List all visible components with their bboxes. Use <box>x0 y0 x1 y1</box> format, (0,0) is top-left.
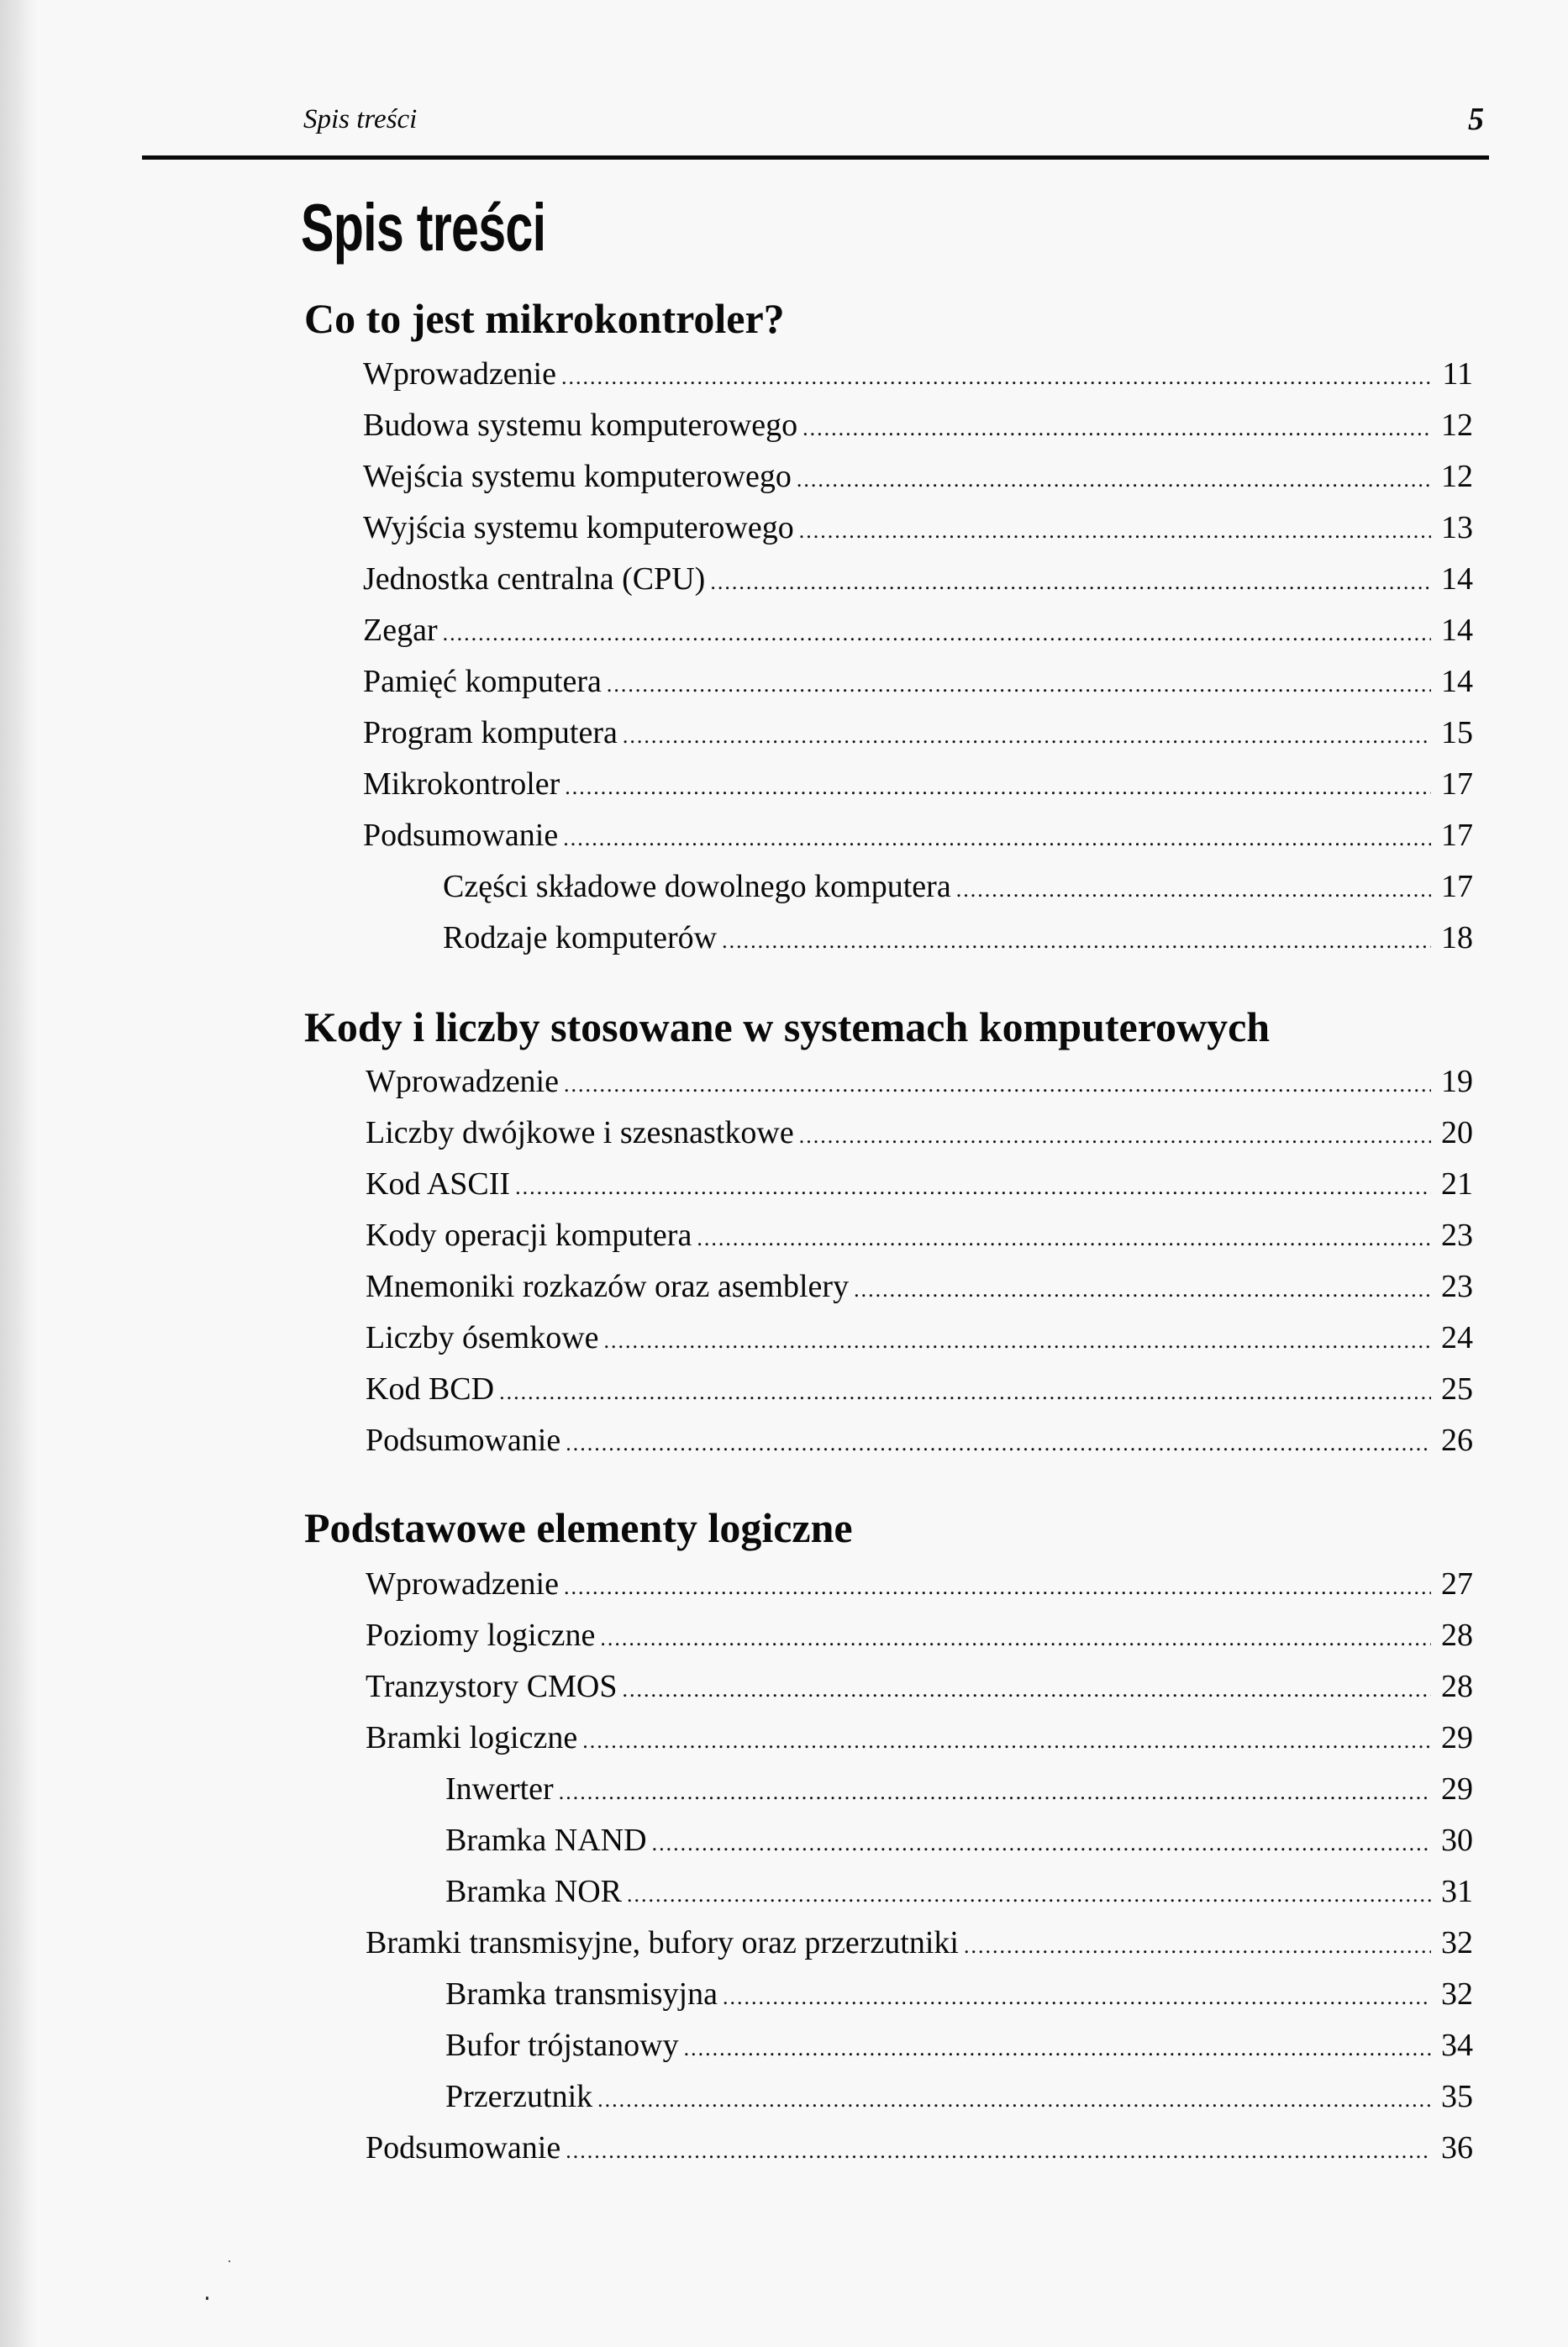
toc-subentry[interactable] <box>443 868 1473 908</box>
dot-leader <box>564 1569 1431 1606</box>
toc-entry[interactable] <box>366 1566 1473 1606</box>
toc-entry[interactable] <box>366 1319 1473 1360</box>
entry-label: Wprowadzenie <box>366 1064 559 1099</box>
dot-leader <box>597 2081 1431 2118</box>
dot-leader <box>652 1825 1431 1862</box>
entry-label: Mikrokontroler <box>363 766 560 802</box>
entry-label: Bufor trójstanowy <box>445 2028 679 2063</box>
entry-label: Pamięć komputera <box>363 664 602 699</box>
entry-label: Zegar <box>363 613 438 648</box>
dot-leader <box>443 615 1431 652</box>
toc-entry[interactable] <box>366 1422 1473 1462</box>
dot-leader <box>564 1066 1431 1103</box>
entry-page: 32 <box>1441 1976 1473 2012</box>
entry-page: 14 <box>1441 664 1473 699</box>
entry-label: Bramka transmisyjna <box>445 1976 718 2012</box>
entry-page: 11 <box>1442 356 1473 392</box>
toc-entry[interactable] <box>363 407 1473 447</box>
toc-entry[interactable] <box>366 1371 1473 1411</box>
toc-entry[interactable] <box>366 1924 1473 1965</box>
entry-page: 15 <box>1441 715 1473 750</box>
entry-page: 23 <box>1441 1269 1473 1304</box>
dot-leader <box>797 461 1431 498</box>
entry-label: Wprowadzenie <box>366 1566 559 1602</box>
toc-entry[interactable] <box>363 663 1473 703</box>
entry-label: Kod BCD <box>366 1371 495 1407</box>
running-head-title: Spis treści <box>303 104 418 134</box>
entry-page: 13 <box>1441 510 1473 545</box>
section-heading: Podstawowe elementy logiczne <box>304 1504 853 1551</box>
entry-label: Budowa systemu komputerowego <box>363 408 798 443</box>
entry-label: Bramki transmisyjne, bufory oraz przerzutniki <box>366 1925 959 1960</box>
entry-label: Bramki logiczne <box>366 1720 578 1755</box>
entry-page: 30 <box>1441 1823 1473 1858</box>
toc-subentry[interactable] <box>445 1873 1473 1913</box>
toc-subentry[interactable] <box>445 1976 1473 2016</box>
toc-subentry[interactable] <box>445 2027 1473 2067</box>
entry-page: 36 <box>1441 2130 1473 2165</box>
entry-page: 20 <box>1441 1115 1473 1150</box>
entry-page: 12 <box>1441 459 1473 494</box>
dot-leader <box>627 1876 1431 1913</box>
toc-entry[interactable] <box>363 714 1473 755</box>
entry-page: 34 <box>1441 2028 1473 2063</box>
entry-label: Liczby dwójkowe i szesnastkowe <box>366 1115 794 1150</box>
entry-label: Bramka NOR <box>445 1874 623 1909</box>
entry-page: 12 <box>1441 408 1473 443</box>
section-heading: Co to jest mikrokontroler? <box>304 295 785 342</box>
dot-leader <box>559 1774 1431 1811</box>
toc-entry[interactable] <box>366 1268 1473 1308</box>
toc-entry[interactable] <box>363 817 1473 857</box>
dot-leader <box>854 1271 1431 1308</box>
dot-leader <box>710 564 1431 601</box>
toc-entry[interactable] <box>363 355 1473 396</box>
entry-label: Podsumowanie <box>366 2130 561 2165</box>
scan-speck <box>229 2260 230 2262</box>
entry-page: 25 <box>1441 1371 1473 1407</box>
dot-leader <box>956 871 1431 908</box>
dot-leader <box>802 410 1431 447</box>
toc-entry[interactable] <box>363 766 1473 806</box>
dot-leader <box>563 820 1431 857</box>
entry-label: Kod ASCII <box>366 1166 511 1202</box>
section-heading: Kody i liczby stosowane w systemach komputerowych <box>304 1003 1271 1050</box>
entry-page: 32 <box>1441 1925 1473 1960</box>
dot-leader <box>604 1323 1431 1360</box>
entry-page: 28 <box>1441 1669 1473 1704</box>
header-rule <box>142 155 1489 160</box>
entry-page: 23 <box>1441 1218 1473 1253</box>
dot-leader <box>607 666 1431 703</box>
entry-label: Mnemoniki rozkazów oraz asemblery <box>366 1269 850 1304</box>
entry-label: Rodzaje komputerów <box>443 920 718 955</box>
entry-label: Części składowe dowolnego komputera <box>443 869 951 904</box>
toc-entry[interactable] <box>366 2129 1473 2170</box>
entry-page: 35 <box>1441 2079 1473 2114</box>
scan-speck <box>206 2297 208 2300</box>
entry-page: 31 <box>1441 1874 1473 1909</box>
toc-entry[interactable] <box>366 1617 1473 1657</box>
toc-entry[interactable] <box>363 458 1473 498</box>
entry-page: 17 <box>1441 766 1473 802</box>
entry-label: Jednostka centralna (CPU) <box>363 561 706 597</box>
dot-leader <box>684 2030 1431 2067</box>
dot-leader <box>499 1374 1431 1411</box>
page-number: 5 <box>1468 102 1484 137</box>
entry-page: 17 <box>1441 818 1473 853</box>
dot-leader <box>799 1118 1431 1155</box>
toc-entry[interactable] <box>363 560 1473 601</box>
dot-leader <box>723 1979 1431 2016</box>
dot-leader <box>566 1425 1431 1462</box>
entry-page: 14 <box>1441 613 1473 648</box>
scan-edge-shadow <box>0 0 39 2347</box>
entry-label: Bramka NAND <box>445 1823 647 1858</box>
entry-label: Wejścia systemu komputerowego <box>363 459 792 494</box>
entry-label: Wyjścia systemu komputerowego <box>363 510 794 545</box>
entry-label: Inwerter <box>445 1771 554 1807</box>
entry-page: 24 <box>1441 1320 1473 1355</box>
entry-page: 17 <box>1441 869 1473 904</box>
entry-page: 14 <box>1441 561 1473 597</box>
dot-leader <box>566 2133 1431 2170</box>
entry-page: 26 <box>1441 1423 1473 1458</box>
entry-label: Podsumowanie <box>363 818 559 853</box>
dot-leader <box>623 718 1431 755</box>
entry-label: Tranzystory CMOS <box>366 1669 618 1704</box>
entry-label: Program komputera <box>363 715 618 750</box>
dot-leader <box>582 1723 1431 1760</box>
entry-label: Poziomy logiczne <box>366 1618 596 1653</box>
toc-entry[interactable] <box>366 1166 1473 1206</box>
toc-subentry[interactable] <box>445 2078 1473 2118</box>
toc-entry[interactable] <box>366 1719 1473 1760</box>
toc-entry[interactable] <box>363 612 1473 652</box>
entry-page: 18 <box>1441 920 1473 955</box>
dot-leader <box>600 1620 1431 1657</box>
entry-label: Liczby ósemkowe <box>366 1320 599 1355</box>
dot-leader <box>964 1928 1431 1965</box>
entry-label: Przerzutnik <box>445 2079 593 2114</box>
toc-entry[interactable] <box>363 509 1473 550</box>
dot-leader <box>622 1671 1431 1708</box>
toc-subentry[interactable] <box>445 1771 1473 1811</box>
toc-entry[interactable] <box>366 1063 1473 1103</box>
toc-entry[interactable] <box>366 1217 1473 1257</box>
entry-page: 21 <box>1441 1166 1473 1202</box>
dot-leader <box>515 1169 1431 1206</box>
dot-leader <box>697 1220 1431 1257</box>
toc-subentry[interactable] <box>445 1822 1473 1862</box>
entry-label: Wprowadzenie <box>363 356 556 392</box>
entry-label: Podsumowanie <box>366 1423 561 1458</box>
entry-page: 19 <box>1441 1064 1473 1099</box>
entry-page: 28 <box>1441 1618 1473 1653</box>
dot-leader <box>799 513 1431 550</box>
entry-page: 29 <box>1441 1771 1473 1807</box>
toc-entry[interactable] <box>366 1668 1473 1708</box>
dot-leader <box>565 769 1431 806</box>
dot-leader <box>722 923 1431 960</box>
toc-entry[interactable] <box>366 1114 1473 1155</box>
toc-subentry[interactable] <box>443 919 1473 960</box>
entry-page: 29 <box>1441 1720 1473 1755</box>
entry-label: Kody operacji komputera <box>366 1218 692 1253</box>
dot-leader <box>561 359 1431 396</box>
entry-page: 27 <box>1441 1566 1473 1602</box>
toc-title: Spis treści <box>301 190 546 265</box>
